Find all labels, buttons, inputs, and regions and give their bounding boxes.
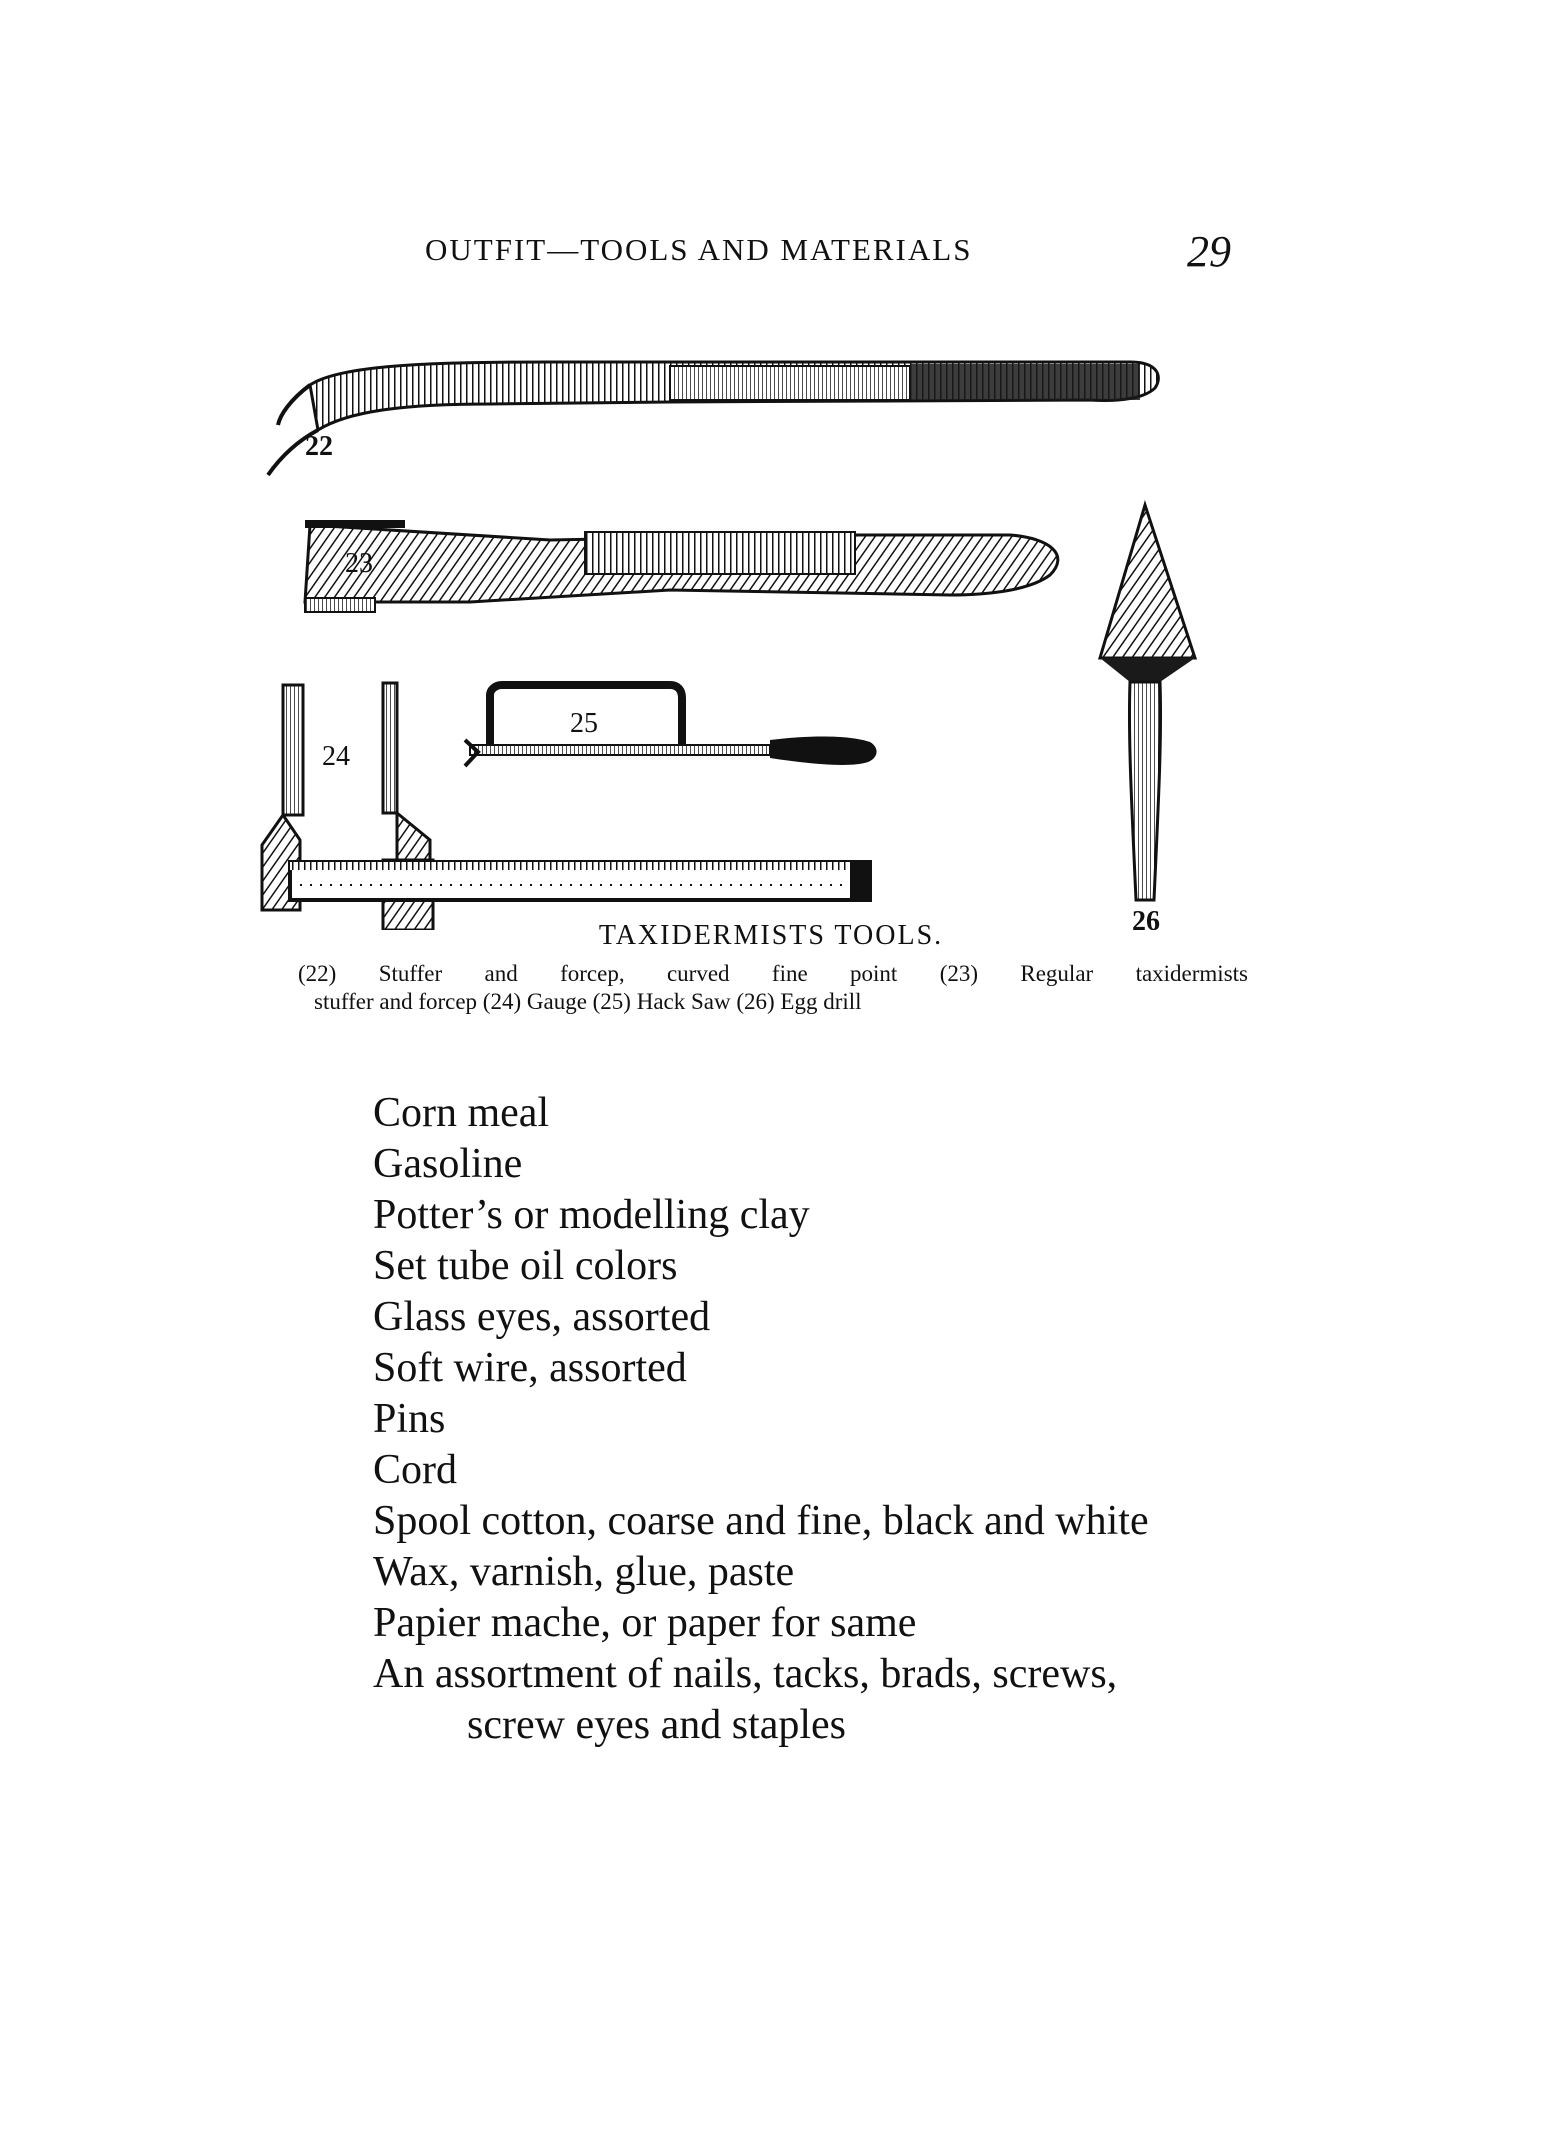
list-item: Wax, varnish, glue, paste [373,1549,795,1595]
caption-line-2: stuffer and forcep (24) Gauge (25) Hack Saw (26) Egg drill [314,989,862,1014]
list-item: Set tube oil colors [373,1243,678,1289]
list-item: Spool cotton, coarse and fine, black and white [373,1498,1149,1544]
tools-figure [250,340,1250,930]
egg-drill-drawing [1100,505,1195,930]
list-item: Pins [373,1396,446,1442]
list-item: Potter’s or modelling clay [373,1192,810,1238]
running-head: OUTFIT—TOOLS AND MATERIALS [425,232,973,267]
caption-line-1: (22) Stuffer and forcep, curved fine point (23) Regular taxidermists [298,961,1248,986]
page-number: 29 [1187,227,1231,276]
list-item: An assortment of nails, tacks, brads, screws, [373,1651,1118,1697]
figure-caption [298,960,1248,1016]
gauge-drawing [262,683,870,930]
list-item: Cord [373,1447,457,1493]
label-22: 22 [305,431,333,462]
straight-forcep-drawing [305,520,1058,612]
label-25: 25 [570,708,598,739]
label-23: 23 [345,548,373,579]
figure-title: TAXIDERMISTS TOOLS. [598,920,944,951]
hack-saw-drawing [465,685,877,766]
list-item: Corn meal [373,1090,550,1136]
label-24: 24 [322,741,350,772]
list-item: Gasoline [373,1141,523,1187]
label-26: 26 [1132,906,1160,930]
list-item: Papier mache, or paper for same [373,1600,917,1646]
list-item: Soft wire, assorted [373,1345,687,1391]
curved-forcep-drawing [268,362,1158,475]
list-item-continuation: screw eyes and staples [467,1702,847,1748]
materials-list [373,1088,1149,1751]
list-item: Glass eyes, assorted [373,1294,711,1340]
